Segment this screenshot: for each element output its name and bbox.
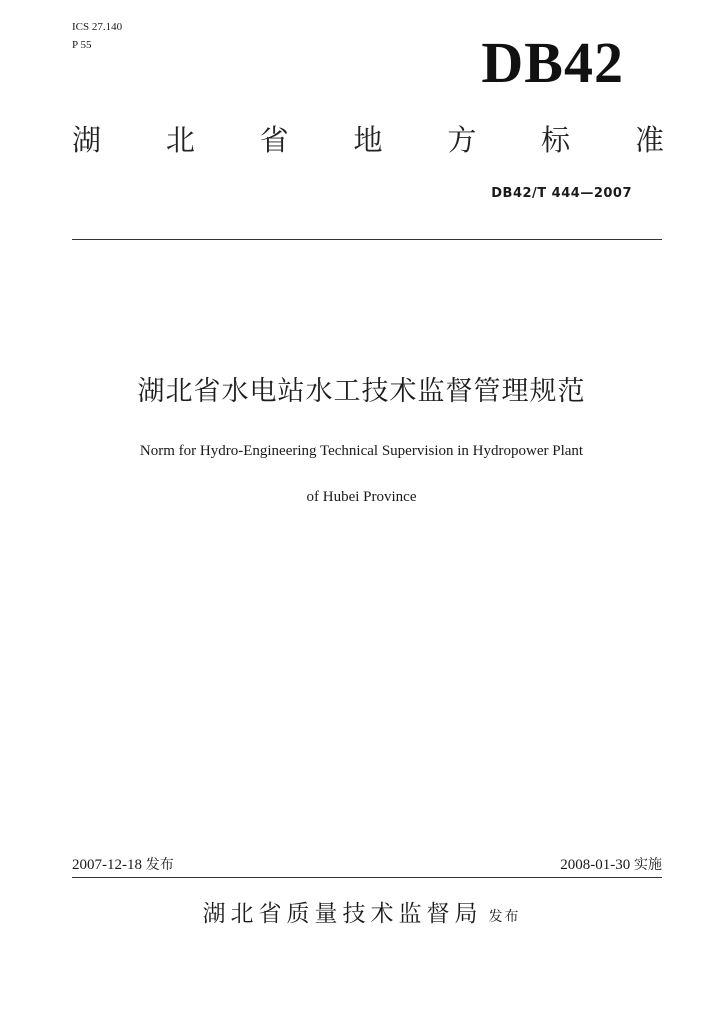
publisher-name: 湖北省质量技术监督局 <box>202 901 483 927</box>
publisher-line <box>0 896 723 935</box>
implement-date-block <box>420 854 662 876</box>
classification-codes <box>72 18 122 54</box>
issue-date-block <box>72 854 174 876</box>
chinese-title: 湖北省水电站水工技术监督管理规范 <box>137 376 586 407</box>
english-title-line-2: of Hubei Province <box>306 489 417 505</box>
standard-type-char: 方 <box>447 123 477 157</box>
issue-date: 2007-12-18 <box>72 857 142 873</box>
standard-number: DB42/T 444—2007 <box>491 186 632 201</box>
top-divider <box>72 239 662 240</box>
bottom-divider <box>72 877 662 878</box>
publisher-action: 发布 <box>488 909 521 925</box>
english-title-line-1: Norm for Hydro-Engineering Technical Supervision in Hydropower Plant <box>139 443 584 459</box>
standard-type-char: 标 <box>541 123 571 157</box>
issue-label: 发布 <box>145 857 174 873</box>
standard-type-char: 湖 <box>72 123 102 157</box>
standard-type-char: 北 <box>165 123 195 157</box>
category-code: P 55 <box>72 39 92 51</box>
standard-type-heading <box>72 118 664 162</box>
standard-type-char: 准 <box>634 123 664 157</box>
implement-date: 2008-01-30 <box>560 857 631 873</box>
implement-label: 实施 <box>634 857 662 873</box>
ics-code: ICS 27.140 <box>72 21 123 33</box>
db-code-mark: DB42 <box>481 30 624 95</box>
standard-type-char: 地 <box>353 123 383 157</box>
standard-type-char: 省 <box>259 123 289 157</box>
